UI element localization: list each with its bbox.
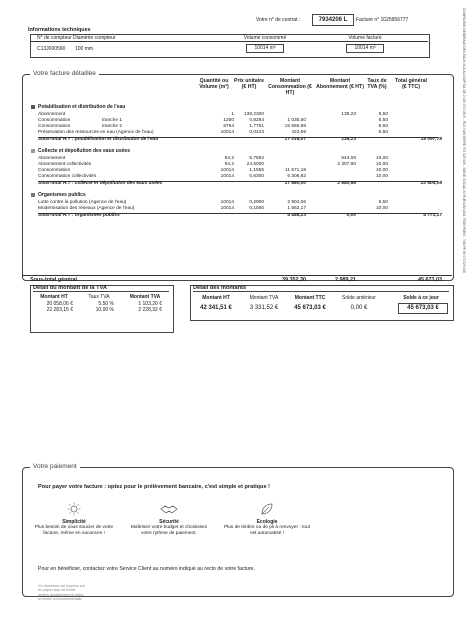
table-row: Abonnement 94,2 5,7652 543,08 10,00 [38,156,388,161]
table-row: Abonnement collectivités 94,2 24,5000 2 307,90 10,00 [38,162,388,167]
tech-col-meter: N° de compteur [37,35,72,41]
amount-ttc: 45 673,03 € [294,305,326,311]
amount-col-ht: Montant HT [202,295,230,301]
legal-side-text: COMPAGNIE GÉNÉRALE DES EAUX SCA AU CAPITAL DE 2 043 470 150 € - RCS NANTERRE 572 025 526 - SIÈGE SOCIAL 52 RUE D'ANJOU 75008 PARIS - TVA FR 39 572 025 526 [462,8,466,273]
benefit-title: Sécurité [159,519,179,525]
tech-col-billed: Volume facturé [348,35,382,41]
tva-col-taux: Taux TVA [88,294,110,300]
benefit-title: Ecologie [256,519,278,525]
tva-col-ht: Montant HT [40,294,68,300]
benefit-title: Simplicité [62,519,86,525]
tva-row-tva: 1 103,20 € [138,301,162,307]
sun-icon [67,502,81,516]
table-row: Lutte contre la pollution (Agence de l'eau) 10014 0,2900 2 904,06 5,50 [38,200,388,205]
section-title: Organismes publics [31,192,86,198]
amount-tva: 3 331,52 € [249,305,279,311]
table-row: Consommation tranche 1 1250 0,8284 1 035,50 5,50 [38,118,388,123]
tech-billed: 10014 m³ [346,44,384,53]
table-row: Consommation collectivités 10014 0,6300 6 308,82 10,00 [38,174,388,179]
amount-ht: 42 341,51 € [200,305,232,311]
detail-title: Votre facture détaillée [30,70,99,77]
tech-diam: 100 mm [75,46,94,52]
payment-title: Votre paiement [30,463,80,470]
header-qty: Quantité ou Volume (m³) [199,78,229,90]
header-price: Prix unitaire (€ HT) [234,78,264,90]
benefit-text: Plus de timbre ou de pli à renvoyer : tout est automatisé ! [223,525,311,536]
table-row: Abonnement 1 138,2300 138,23 5,50 [38,112,388,117]
tech-meter: C13J000590 [37,46,66,52]
table-row: Consommation tranche 2 8764 1,7751 15 556,98 5,50 [38,124,388,129]
leaf-icon [260,502,274,516]
benefit-text: Maîtrisez votre budget et choisissez votre rythme de paiement. [130,525,208,536]
grand-subtotal-label: Sous-total général [30,277,78,283]
tva-row-taux: 5,50 % [98,301,114,307]
subtotal-row: Sous-total H.T : potabilisation et distribution de l'eau 17 016,07 138,23 18 097,78 [38,137,442,142]
payment-headline: Pour payer votre facture : optez pour le prélèvement bancaire, c'est simple et pratique ! [38,484,270,490]
tva-row-tva: 2 228,32 € [138,307,162,313]
amount-col-ttc: Montant TTC [294,295,326,301]
amount-col-prev: Solde antérieur [342,295,376,301]
tva-col-tva: Montant TVA [129,294,161,300]
header-total: Total général (€ TTC) [395,78,427,90]
tva-box-title: Détail du montant de la TVA [33,285,169,292]
amounts-title: Détail des montants [193,285,449,292]
amount-solde: 45 673,03 € [398,303,448,314]
tva-row-taux: 10,00 % [95,307,114,313]
tva-row-ht: 20 058,06 € [46,301,73,307]
tech-col-diam: Diamètre compteur [73,35,116,41]
header-tva: Taux de TVA (%) [367,78,387,90]
header-abo: Montant Abonnement (€ HT) [316,78,364,90]
grand-subtotal-total: 45 673,03 [418,277,442,283]
amount-prev: 0,00 € [350,305,368,311]
contract-label: Votre n° de contrat : [256,17,301,23]
amount-col-tva: Montant TVA [249,295,279,301]
grand-subtotal-conso: 39 352,30 [282,277,306,283]
handshake-icon [160,502,178,516]
invoice-number: Facture n° 1025956777 [356,17,409,23]
payment-contact: Pour en bénéficier, contactez votre Service Client au numéro indiqué au recto de votre facture. [38,566,255,572]
section-title: Potabilisation et distribution de l'eau [31,104,125,110]
section-title: Collecte et dépollution des eaux usées [31,148,130,154]
section-marker [31,149,35,153]
recycled-note: Ce document est imprimé sur du papier issu de forêts gérées durablement et selon la norme environnementale. [38,584,85,602]
amount-col-solde: Solde à ce jour [403,295,439,301]
tech-col-consumed: Volume consommé [243,35,287,41]
table-row: Consommation 10014 1,1555 11 571,18 10,00 [38,168,388,173]
grand-subtotal-abo: 2 989,21 [335,277,356,283]
section-marker [31,105,35,109]
table-row: Modernisation des réseaux (Agence de l'eau) 10014 0,1550 1 552,17 10,00 [38,206,388,211]
tech-title: Informations techniques [28,27,91,33]
benefit-text: Plus besoin de vous soucier de votre facture, même en vacances ! [34,525,114,536]
table-row: Préservation des ressources en eau (Agence de l'eau) 10014 0,0423 423,59 5,50 [38,130,388,135]
subtotal-row: Sous-total H.T : organismes publics 4 456,23 0,00 4 771,17 [38,213,442,218]
header-conso: Montant Consommation (€ HT) [268,78,312,96]
subtotal-row: Sous-total H.T : collecte et dépollution des eaux usées 17 880,00 2 850,98 22 804,08 [38,181,442,186]
contract-number: 7934206 L [312,14,354,26]
tva-row-ht: 22 283,15 € [46,307,73,313]
tech-consumed: 10014 m³ [246,44,284,53]
section-marker [31,193,35,197]
